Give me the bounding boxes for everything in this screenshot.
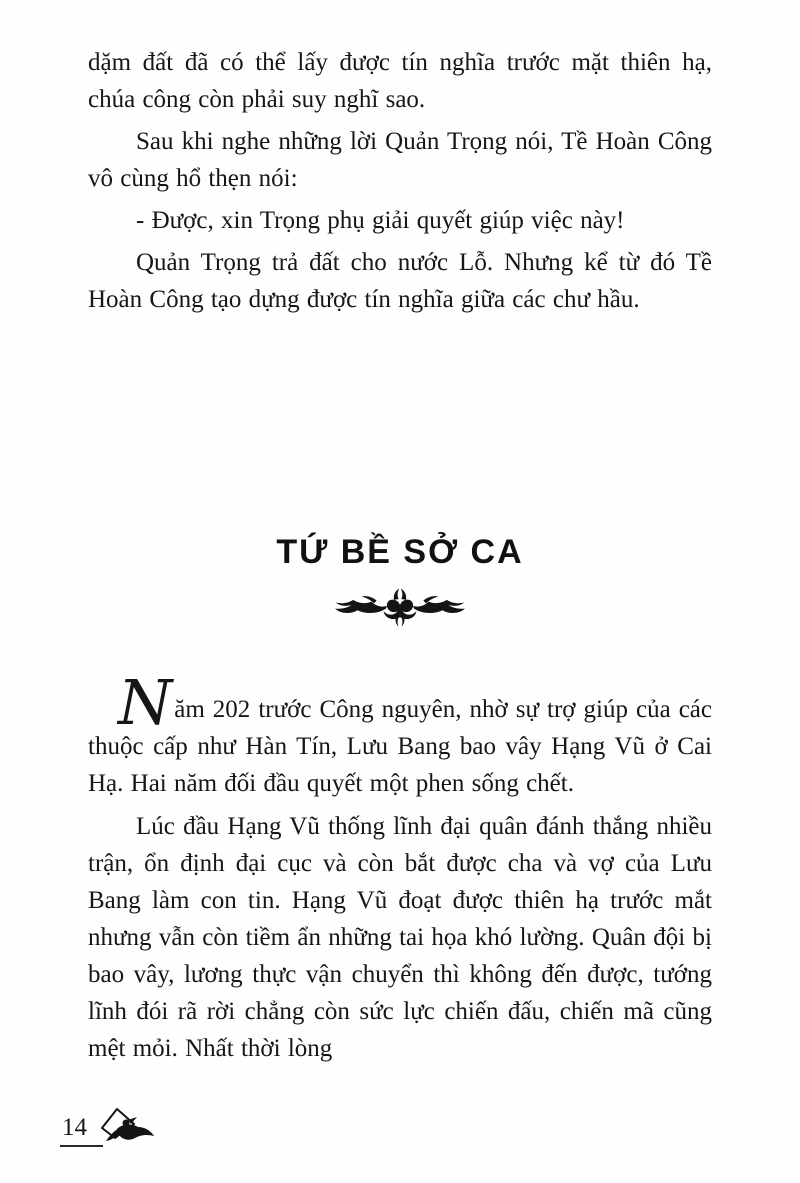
body-paragraph: Quản Trọng trả đất cho nước Lỗ. Nhưng kể từ đó Tề Hoàn Công tạo dựng được tín nghĩa giữa các chư hầu. xyxy=(88,249,712,313)
page-footer xyxy=(60,1106,155,1147)
dialogue-paragraph: - Được, xin Trọng phụ giải quyết giúp việc này! xyxy=(136,207,625,234)
chapter-opening-paragraph xyxy=(88,666,712,802)
chapter-title: TỨ BỀ SỞ CA xyxy=(276,533,524,571)
body-paragraph: Sau khi nghe những lời Quản Trọng nói, Tề Hoàn Công vô cùng hổ thẹn nói: xyxy=(88,128,712,192)
divider-flourish-icon xyxy=(88,586,712,631)
page-number: 14 xyxy=(60,1113,103,1147)
flying-bird-icon xyxy=(89,1106,155,1146)
continuation-paragraph: dặm đất đã có thể lấy được tín nghĩa trước mặt thiên hạ, chúa công còn phải suy nghĩ sao. xyxy=(88,49,712,113)
drop-cap-initial: N xyxy=(118,666,172,739)
chapter-opening-text: ăm 202 trước Công nguyên, nhờ sự trợ giúp của các thuộc cấp như Hàn Tín, Lưu Bang bao vây Hạng Vũ ở Cai Hạ. Hai năm đối đầu quyết một phen sống chết. xyxy=(88,696,712,797)
chapter-paragraph: Lúc đầu Hạng Vũ thống lĩnh đại quân đánh thắng nhiều trận, ổn định đại cục và còn bắt được cha và vợ của Lưu Bang làm con tin. Hạng Vũ đoạt được thiên hạ trước mắt nhưng vẫn còn tiềm ẩn những tai họa khó lường. Quân đội bị bao vây, lương thực vận chuyển thì không đến được, tướng lĩnh đói rã rời chẳng còn sức lực chiến đấu, chiến mã cũng mệt mỏi. Nhất thời lòng xyxy=(88,813,712,1062)
page-content xyxy=(88,44,712,1072)
